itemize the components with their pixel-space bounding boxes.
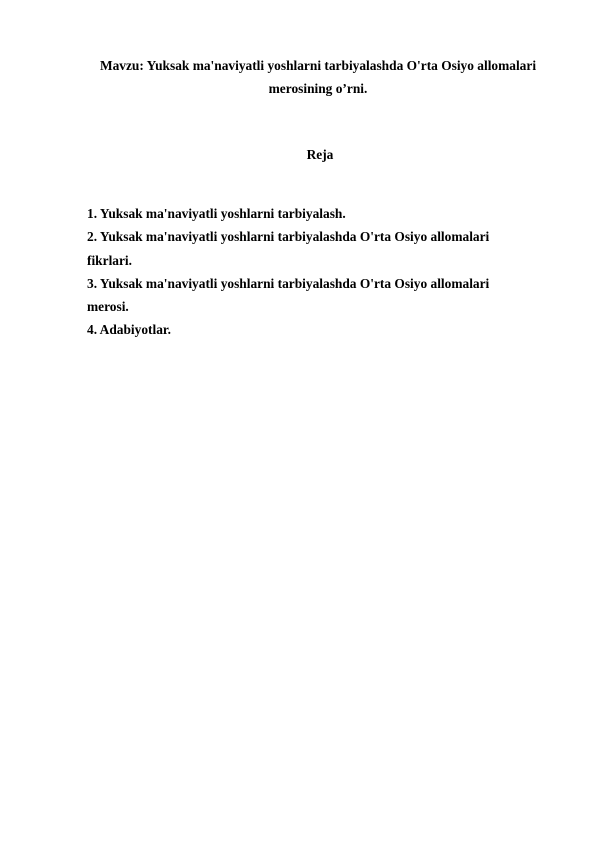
title-line: merosining o’rni. — [268, 81, 368, 96]
plan-item-continuation: merosi. — [87, 299, 129, 315]
plan-list — [87, 202, 527, 342]
document-title — [80, 54, 556, 100]
plan-heading: Reja — [306, 147, 334, 162]
plan-item: 3. Yuksak ma'naviyatli yoshlarni tarbiyalashda O'rta Osiyo allomalari — [87, 275, 490, 291]
plan-item: 4. Adabiyotlar. — [87, 322, 171, 338]
title-line: Mavzu: Yuksak ma'naviyatli yoshlarni tarbiyalashda O'rta Osiyo allomalari — [99, 58, 537, 73]
plan-item-continuation: fikrlari. — [87, 252, 132, 268]
plan-item: 1. Yuksak ma'naviyatli yoshlarni tarbiyalash. — [87, 206, 346, 221]
plan-item: 2. Yuksak ma'naviyatli yoshlarni tarbiyalashda O'rta Osiyo allomalari — [87, 229, 490, 245]
